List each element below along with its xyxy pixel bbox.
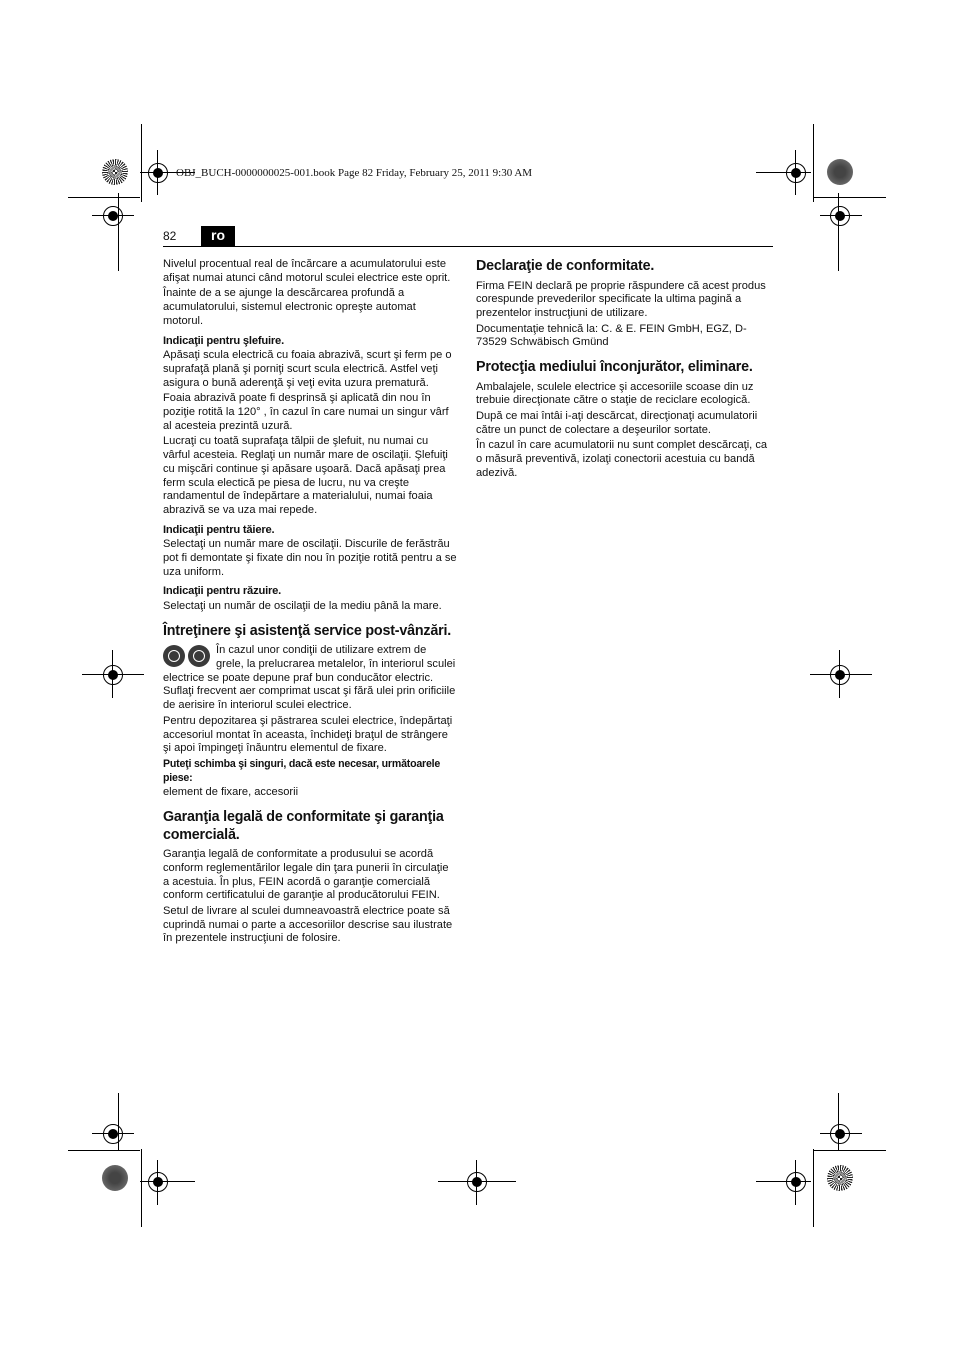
registration-mark	[148, 163, 168, 183]
page-number: 82	[163, 229, 177, 243]
print-slug: OBJ_BUCH-0000000025-001.book Page 82 Friday, February 25, 2011 9:30 AM	[176, 167, 533, 179]
ear-protection-icon	[188, 645, 210, 667]
registration-mark	[103, 1124, 123, 1144]
maintenance-paragraph-2: Pentru depozitarea şi păstrarea sculei electrice, îndepărtaţi accesoriul montat în aceasta, închideţi braţul de strângere şi apoi împingeţi înăuntru elementul de fixare.	[163, 714, 453, 755]
conformity-paragraph-2: Documentaţie tehnică la: C. & E. FEIN GmbH, EGZ, D-73529 Schwäbisch Gmünd	[476, 322, 747, 349]
environment-paragraph-1: Ambalajele, sculele electrice şi accesoriile scoase din uz trebuie direcţionate către o staţie de reciclare ecologică.	[476, 380, 754, 407]
maintenance-heading: Întreţinere şi asistenţă service post-vânzări.	[163, 622, 451, 639]
safety-icons	[163, 645, 210, 667]
registration-mark	[467, 1172, 487, 1192]
scraping-heading: Indicaţii pentru răzuire.	[163, 585, 282, 598]
conformity-heading: Declaraţie de conformitate.	[476, 258, 655, 274]
registration-mark	[830, 1124, 850, 1144]
registration-mark	[786, 1172, 806, 1192]
cutting-paragraph: Selectaţi un număr mare de oscilaţii. Discurile de ferăstrău pot fi demontate şi fixate din nou în poziţie rotită pentru a se uza uniform.	[163, 538, 457, 578]
environment-paragraph-3: În cazul în care acumulatorii nu sunt complet descărcaţi, ca o măsură preventivă, izolaţi conectorii acestuia cu bandă adezivă.	[476, 439, 768, 479]
left-column	[163, 258, 457, 948]
sanding-paragraph-3: Lucraţi cu toată suprafaţa tălpii de şlefuit, nu numai cu vârful acesteia. Reglaţi un număr mare de oscilaţii. Şlefuiţi cu mişcări continue şi apăsare uşoară. Dacă apăsaţi prea ferm scula electică pe piesa de lucru, nu va creşte randamentul de îndepărtare a materialului, numai foaia abrazivă se va uza mai repede.	[163, 435, 448, 516]
registration-mark	[830, 206, 850, 226]
deep-discharge-paragraph: Înainte de a se ajunge la descărcarea profundă a acumulatorului, sistemul electronic opreşte automat motorul.	[163, 287, 416, 327]
right-column	[476, 258, 773, 482]
registration-mark	[786, 163, 806, 183]
registration-mark	[103, 206, 123, 226]
sanding-heading: Indicaţii pentru şlefuire.	[163, 334, 284, 347]
scraping-paragraph: Selectaţi un număr de oscilaţii de la mediu până la mare.	[163, 600, 442, 613]
battery-level-paragraph: Nivelul procentual real de încărcare a acumulatorului este afişat numai atunci când motorul sculei electrice este oprit.	[163, 258, 451, 284]
warranty-paragraph-1: Garanţia legală de conformitate a produsului se acordă conform reglementărilor legale din ţara punerii în circulaţie a acestuia. În plus, FEIN acordă o garanţie comercială conform certificatului de garanţie al producătorului FEIN.	[163, 848, 449, 902]
color-wheel-mark	[102, 159, 128, 185]
cutting-heading: Indicaţii pentru tăiere.	[163, 523, 275, 536]
maintenance-paragraph-1: În cazul unor condiţii de utilizare extrem de grele, la prelucrarea metalelor, în interiorul sculei electrice se poate depune praf bun conducător electric. Suflaţi frecvent aer comprimat uscat şi fără ulei prin orificiile de aerisire în interiorul sculei electrice.	[163, 644, 456, 712]
registration-mark	[148, 1172, 168, 1192]
registration-mark	[830, 665, 850, 685]
warranty-paragraph-2: Setul de livrare al sculei dumneavoastră electrice poate să cuprindă numai o parte a accesoriilor descrise sau ilustrate în prezentele instrucţiuni de folosire.	[163, 904, 453, 945]
gray-dot-mark	[827, 159, 853, 185]
maintenance-icon-paragraph	[163, 644, 457, 713]
environment-paragraph-2: După ce mai întâi i-aţi descărcat, direcţionaţi acumulatorii către un punct de colectare a deşeurilor sortate.	[476, 409, 758, 436]
language-tab: ro	[201, 226, 235, 246]
color-wheel-mark	[827, 1165, 853, 1191]
header-rule	[163, 246, 773, 247]
environment-heading: Protecţia mediului înconjurător, eliminare.	[476, 359, 753, 376]
parts-heading: Puteţi schimba şi singuri, dacă este necesar, următoarele piese:	[163, 758, 441, 784]
goggles-icon	[163, 645, 185, 667]
parts-paragraph: element de fixare, accesorii	[163, 786, 299, 799]
registration-mark	[103, 665, 123, 685]
sanding-paragraph-2: Foaia abrazivă poate fi desprinsă şi aplicată din nou în poziţie rotită la 120° , în cazul în care numai un singur vârf al acesteia prezintă uzură.	[163, 392, 449, 432]
sanding-paragraph-1: Apăsaţi scula electrică cu foaia abrazivă, scurt şi ferm pe o suprafaţă plană şi porniţi scurt scula electrică. Astfel veţi asigura o bună aderenţă şi veţi evita uzura prematură.	[163, 349, 452, 389]
conformity-paragraph-1: Firma FEIN declară pe proprie răspundere că acest produs corespunde prevederilor specificate la ultima pagină a prezentelor instrucţiuni de utilizare.	[476, 279, 766, 319]
gray-dot-mark	[102, 1165, 128, 1191]
warranty-heading: Garanţia legală de conformitate şi garanţia comercială.	[163, 809, 444, 843]
